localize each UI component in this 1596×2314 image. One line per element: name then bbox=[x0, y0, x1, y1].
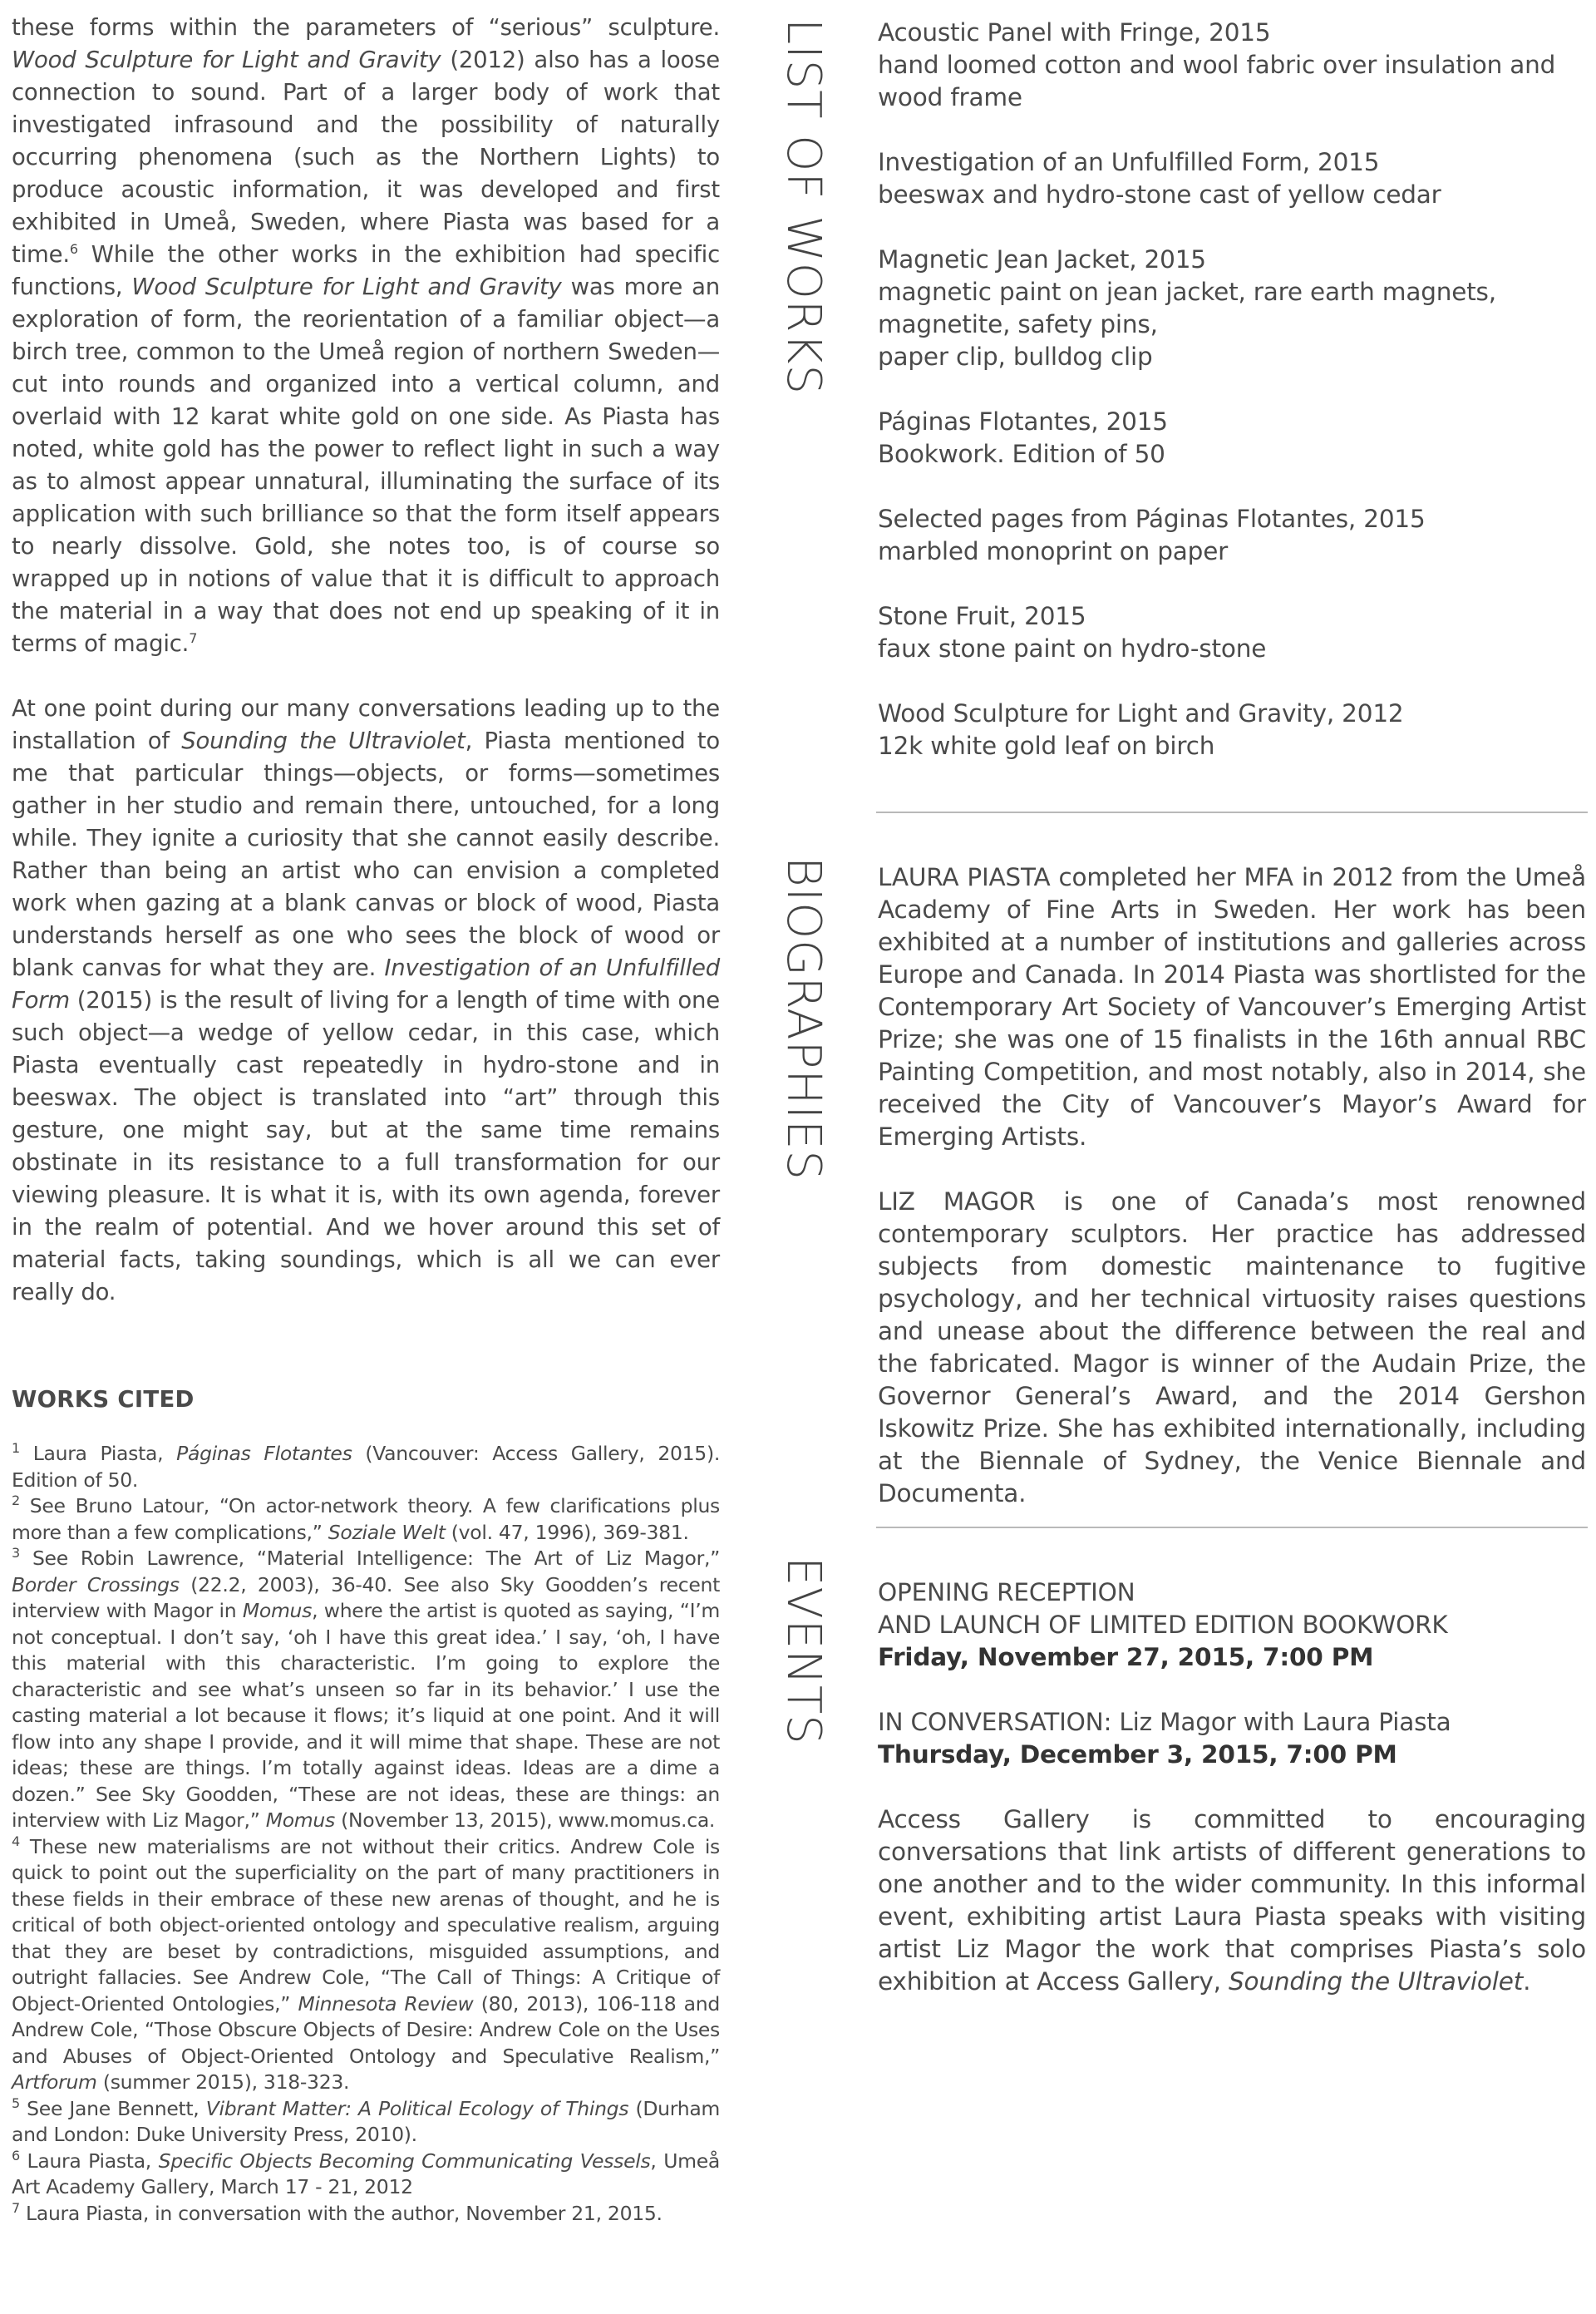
text-run: (vol. 47, 1996), 369-381. bbox=[445, 1520, 689, 1544]
work-title: Acoustic Panel with Fringe, 2015 bbox=[878, 18, 1271, 47]
event-description bbox=[878, 1803, 1586, 1998]
event-reception-subtitle: AND LAUNCH OF LIMITED EDITION BOOKWORK bbox=[878, 1611, 1448, 1639]
italic-title: Momus bbox=[265, 1808, 335, 1832]
essay-column bbox=[12, 12, 720, 1309]
italic-title: Wood Sculpture for Light and Gravity bbox=[12, 47, 441, 73]
footnote-marker: 5 bbox=[12, 2094, 20, 2111]
work-item bbox=[878, 146, 1586, 211]
text-run: (2015) is the result of living for a length of time with one such object—a wedge of yellow cedar, in this case, which Piasta eventually cast repeatedly in hydro-stone and in beeswax. The object is translated into “art” through this gesture, one might say, but at the same time remains obstinate in its resistance to a full transformation for our viewing pleasure. It is what it is, with its own agenda, forever in the realm of potential. And we hover around this set of material facts, taking soundings, which is all we can ever really do. bbox=[12, 987, 720, 1305]
italic-title: Specific Objects Becoming Communicating Vessels bbox=[158, 2149, 651, 2173]
text-run: these forms within the parameters of “serious” sculpture. bbox=[12, 14, 720, 41]
work-title: Investigation of an Unfulfilled Form, 2015 bbox=[878, 148, 1380, 176]
italic-title: Sounding the Ultraviolet bbox=[1229, 1967, 1524, 1996]
text-run: (November 13, 2015), www.momus.ca. bbox=[334, 1808, 716, 1832]
work-item bbox=[878, 600, 1586, 665]
footnote-marker: 6 bbox=[69, 240, 78, 257]
work-description: 12k white gold leaf on birch bbox=[878, 732, 1215, 760]
text-run: Laura Piasta, bbox=[19, 2149, 159, 2173]
italic-title: Border Crossings bbox=[12, 1572, 180, 1596]
work-item bbox=[878, 17, 1586, 114]
text-run: Laura Piasta, bbox=[19, 1442, 177, 1465]
work-description: faux stone paint on hydro-stone bbox=[878, 634, 1267, 663]
footnote-marker: 7 bbox=[189, 629, 198, 646]
text-run: . bbox=[1523, 1967, 1531, 1996]
work-item bbox=[878, 406, 1586, 471]
biographies-heading: BIOGRAPHIES bbox=[776, 856, 830, 1181]
footnote bbox=[12, 1834, 720, 2096]
essay-paragraph bbox=[12, 12, 720, 660]
event-reception-title: OPENING RECEPTION bbox=[878, 1578, 1135, 1606]
text-run: (2012) also has a loose connection to sound. Part of a larger body of work that investigated infrasound and the possibility of naturally occurring phenomena (such as the Northern Lights) to produce acoustic information, it was developed and first exhibited in Umeå, Sweden, where Piasta was based for a time. bbox=[12, 47, 720, 268]
footnote-marker: 3 bbox=[12, 1545, 20, 1562]
work-description: paper clip, bulldog clip bbox=[878, 343, 1153, 371]
work-item bbox=[878, 503, 1586, 568]
work-description: beeswax and hydro-stone cast of yellow cedar bbox=[878, 180, 1441, 209]
footnote-marker: 4 bbox=[12, 1833, 20, 1849]
work-description: hand loomed cotton and wool fabric over insulation and wood frame bbox=[878, 51, 1556, 111]
italic-title: Wood Sculpture for Light and Gravity bbox=[131, 274, 562, 300]
work-title: Wood Sculpture for Light and Gravity, 2012 bbox=[878, 699, 1404, 728]
text-run: At one point during our many conversations leading up to the installation of bbox=[12, 695, 720, 754]
text-run: See Jane Bennett, bbox=[19, 2096, 206, 2120]
section-divider bbox=[876, 1527, 1588, 1528]
text-run: was more an exploration of form, the reorientation of a familiar object—a birch tree, common to the Umeå region of northern Sweden—cut into rounds and organized into a vertical column, and overlaid with 12 karat white gold on one side. As Piasta has noted, white gold has the power to reflect light in such a way as to almost appear unnatural, illuminating the surface of its application with such brilliance so that the form itself appears to nearly dissolve. Gold, she notes too, is of course so wrapped up in notions of value that it is difficult to approach the material in a way that does not end up speaking of it in terms of magic. bbox=[12, 274, 720, 657]
list-of-works-heading: LIST OF WORKS bbox=[776, 18, 830, 395]
biographies bbox=[878, 861, 1586, 1510]
work-title: Stone Fruit, 2015 bbox=[878, 602, 1086, 630]
bio-laura-piasta: LAURA PIASTA completed her MFA in 2012 from the Umeå Academy of Fine Arts in Sweden. Her work has been exhibited at a number of institutions and galleries across Europe and Canada. In 2014 Piasta was shortlisted for the Contemporary Art Society of Vancouver’s Emerging Artist Prize; she was one of 15 finalists in the 16th annual RBC Painting Competition, and most notably, also in 2014, she received the City of Vancouver’s Mayor’s Award for Emerging Artists. bbox=[878, 863, 1586, 1151]
work-item bbox=[878, 698, 1586, 762]
event-reception-date: Friday, November 27, 2015, 7:00 PM bbox=[878, 1643, 1374, 1671]
events bbox=[878, 1576, 1586, 1998]
footnote-marker: 1 bbox=[12, 1440, 20, 1457]
section-divider bbox=[876, 812, 1588, 813]
work-title: Magnetic Jean Jacket, 2015 bbox=[878, 245, 1206, 274]
text-run: Laura Piasta, in conversation with the author, November 21, 2015. bbox=[19, 2201, 663, 2225]
work-title: Selected pages from Páginas Flotantes, 2015 bbox=[878, 505, 1426, 533]
text-run: (summer 2015), 318-323. bbox=[96, 2070, 350, 2094]
text-run: See Robin Lawrence, “Material Intelligence: The Art of Liz Magor,” bbox=[19, 1547, 720, 1570]
footnote bbox=[12, 1493, 720, 1546]
event-conversation-title: IN CONVERSATION: Liz Magor with Laura Piasta bbox=[878, 1708, 1451, 1736]
italic-title: Minnesota Review bbox=[298, 1991, 474, 2015]
italic-title: Soziale Welt bbox=[328, 1520, 446, 1544]
work-item bbox=[878, 244, 1586, 373]
text-run: See Bruno Latour, “On actor-network theory. A few clarifications plus more than a few complications,” bbox=[12, 1494, 720, 1544]
footnote-marker: 6 bbox=[12, 2147, 20, 2164]
italic-title: Sounding the Ultraviolet bbox=[181, 728, 466, 754]
text-run: Access Gallery is committed to encouraging conversations that link artists of different generations to one another and to the wider community. In this informal event, exhibiting artist Laura Piasta speaks with visiting artist Liz Magor the work that comprises Piasta’s solo exhibition at Access Gallery, bbox=[878, 1805, 1586, 1996]
event-conversation-date: Thursday, December 3, 2015, 7:00 PM bbox=[878, 1740, 1397, 1769]
text-run: These new materialisms are not without their critics. Andrew Cole is quick to point out the superficiality on the part of many practitioners in these fields in their embrace of these new arenas of thought, and he is critical of both object-oriented ontology and speculative realism, arguing that they are beset by contradictions, misguided assumptions, and outright fallacies. See Andrew Cole, “The Call of Things: A Critique of Object-Oriented Ontologies,” bbox=[12, 1834, 720, 2015]
text-run: While the other works in the exhibition had specific functions, bbox=[12, 241, 720, 300]
essay-paragraph bbox=[12, 693, 720, 1309]
work-title: Páginas Flotantes, 2015 bbox=[878, 407, 1168, 436]
footnote bbox=[12, 2149, 720, 2201]
italic-title: Momus bbox=[242, 1599, 313, 1622]
footnote bbox=[12, 1546, 720, 1834]
footnote-marker: 2 bbox=[12, 1493, 20, 1509]
footnote-marker: 7 bbox=[12, 2199, 20, 2216]
text-run: (Vancouver: Access Gallery, 2015). Edition of 50. bbox=[12, 1442, 720, 1492]
footnote bbox=[12, 2201, 720, 2228]
bio-liz-magor: LIZ MAGOR is one of Canada’s most renowned contemporary sculptors. Her practice has addressed subjects from domestic maintenance to fugitive psychology, and her technical virtuosity raises questions and unease about the difference between the real and the fabricated. Magor is winner of the Audain Prize, the Governor General’s Award, and the 2014 Gershon Iskowitz Prize. She has exhibited internationally, including at the Biennale of Sydney, the Venice Biennale and Documenta. bbox=[878, 1187, 1586, 1507]
events-heading: EVENTS bbox=[776, 1557, 830, 1745]
text-run: , Piasta mentioned to me that particular things—objects, or forms—sometimes gather in her studio and remain there, untouched, for a long while. They ignite a curiosity that she cannot easily describe. Rather than being an artist who can envision a completed work when gazing at a blank canvas or block of wood, Piasta understands herself as one who sees the block of wood or blank canvas for what they are. bbox=[12, 728, 720, 981]
footnote bbox=[12, 2096, 720, 2149]
italic-title: Investigation of an Unfulfilled Form bbox=[12, 955, 720, 1014]
list-of-works bbox=[878, 17, 1586, 762]
text-run: (80, 2013), 106-118 and Andrew Cole, “Those Obscure Objects of Desire: Andrew Cole on the Uses and Abuses of Object-Oriented Ontology and Speculative Realism,” bbox=[12, 1991, 720, 2068]
italic-title: Páginas Flotantes bbox=[176, 1442, 352, 1465]
text-run: , Umeå Art Academy Gallery, March 17 - 21, 2012 bbox=[12, 2149, 720, 2198]
text-run: , where the artist is quoted as saying, “I’m not conceptual. I don’t say, ‘oh I have this great idea.’ I say, ‘oh, I have this material with this characteristic. I’m going to explore the characteristic and see what’s unseen so far in its behavior.’ I use the casting material a lot because it flows; it’s liquid at one point. And it will flow into any shape I provide, and it will mime that shape. These are not ideas; these are things. I’m totally against ideas. Ideas are a dime a dozen.” See Sky Goodden, “These are not ideas, these are things: an interview with Liz Magor,” bbox=[12, 1599, 721, 1832]
text-run: (22.2, 2003), 36-40. See also Sky Goodden’s recent interview with Magor in bbox=[12, 1572, 720, 1622]
text-run: (Durham and London: Duke University Press, 2010). bbox=[12, 2096, 721, 2146]
works-cited-title: WORKS CITED bbox=[12, 1386, 195, 1413]
footnotes bbox=[12, 1441, 720, 2227]
work-description: magnetic paint on jean jacket, rare earth magnets, magnetite, safety pins, bbox=[878, 278, 1496, 338]
footnote bbox=[12, 1441, 720, 1493]
work-description: marbled monoprint on paper bbox=[878, 537, 1229, 565]
work-description: Bookwork. Edition of 50 bbox=[878, 440, 1165, 468]
italic-title: Artforum bbox=[12, 2070, 97, 2094]
italic-title: Vibrant Matter: A Political Ecology of Things bbox=[205, 2096, 629, 2120]
